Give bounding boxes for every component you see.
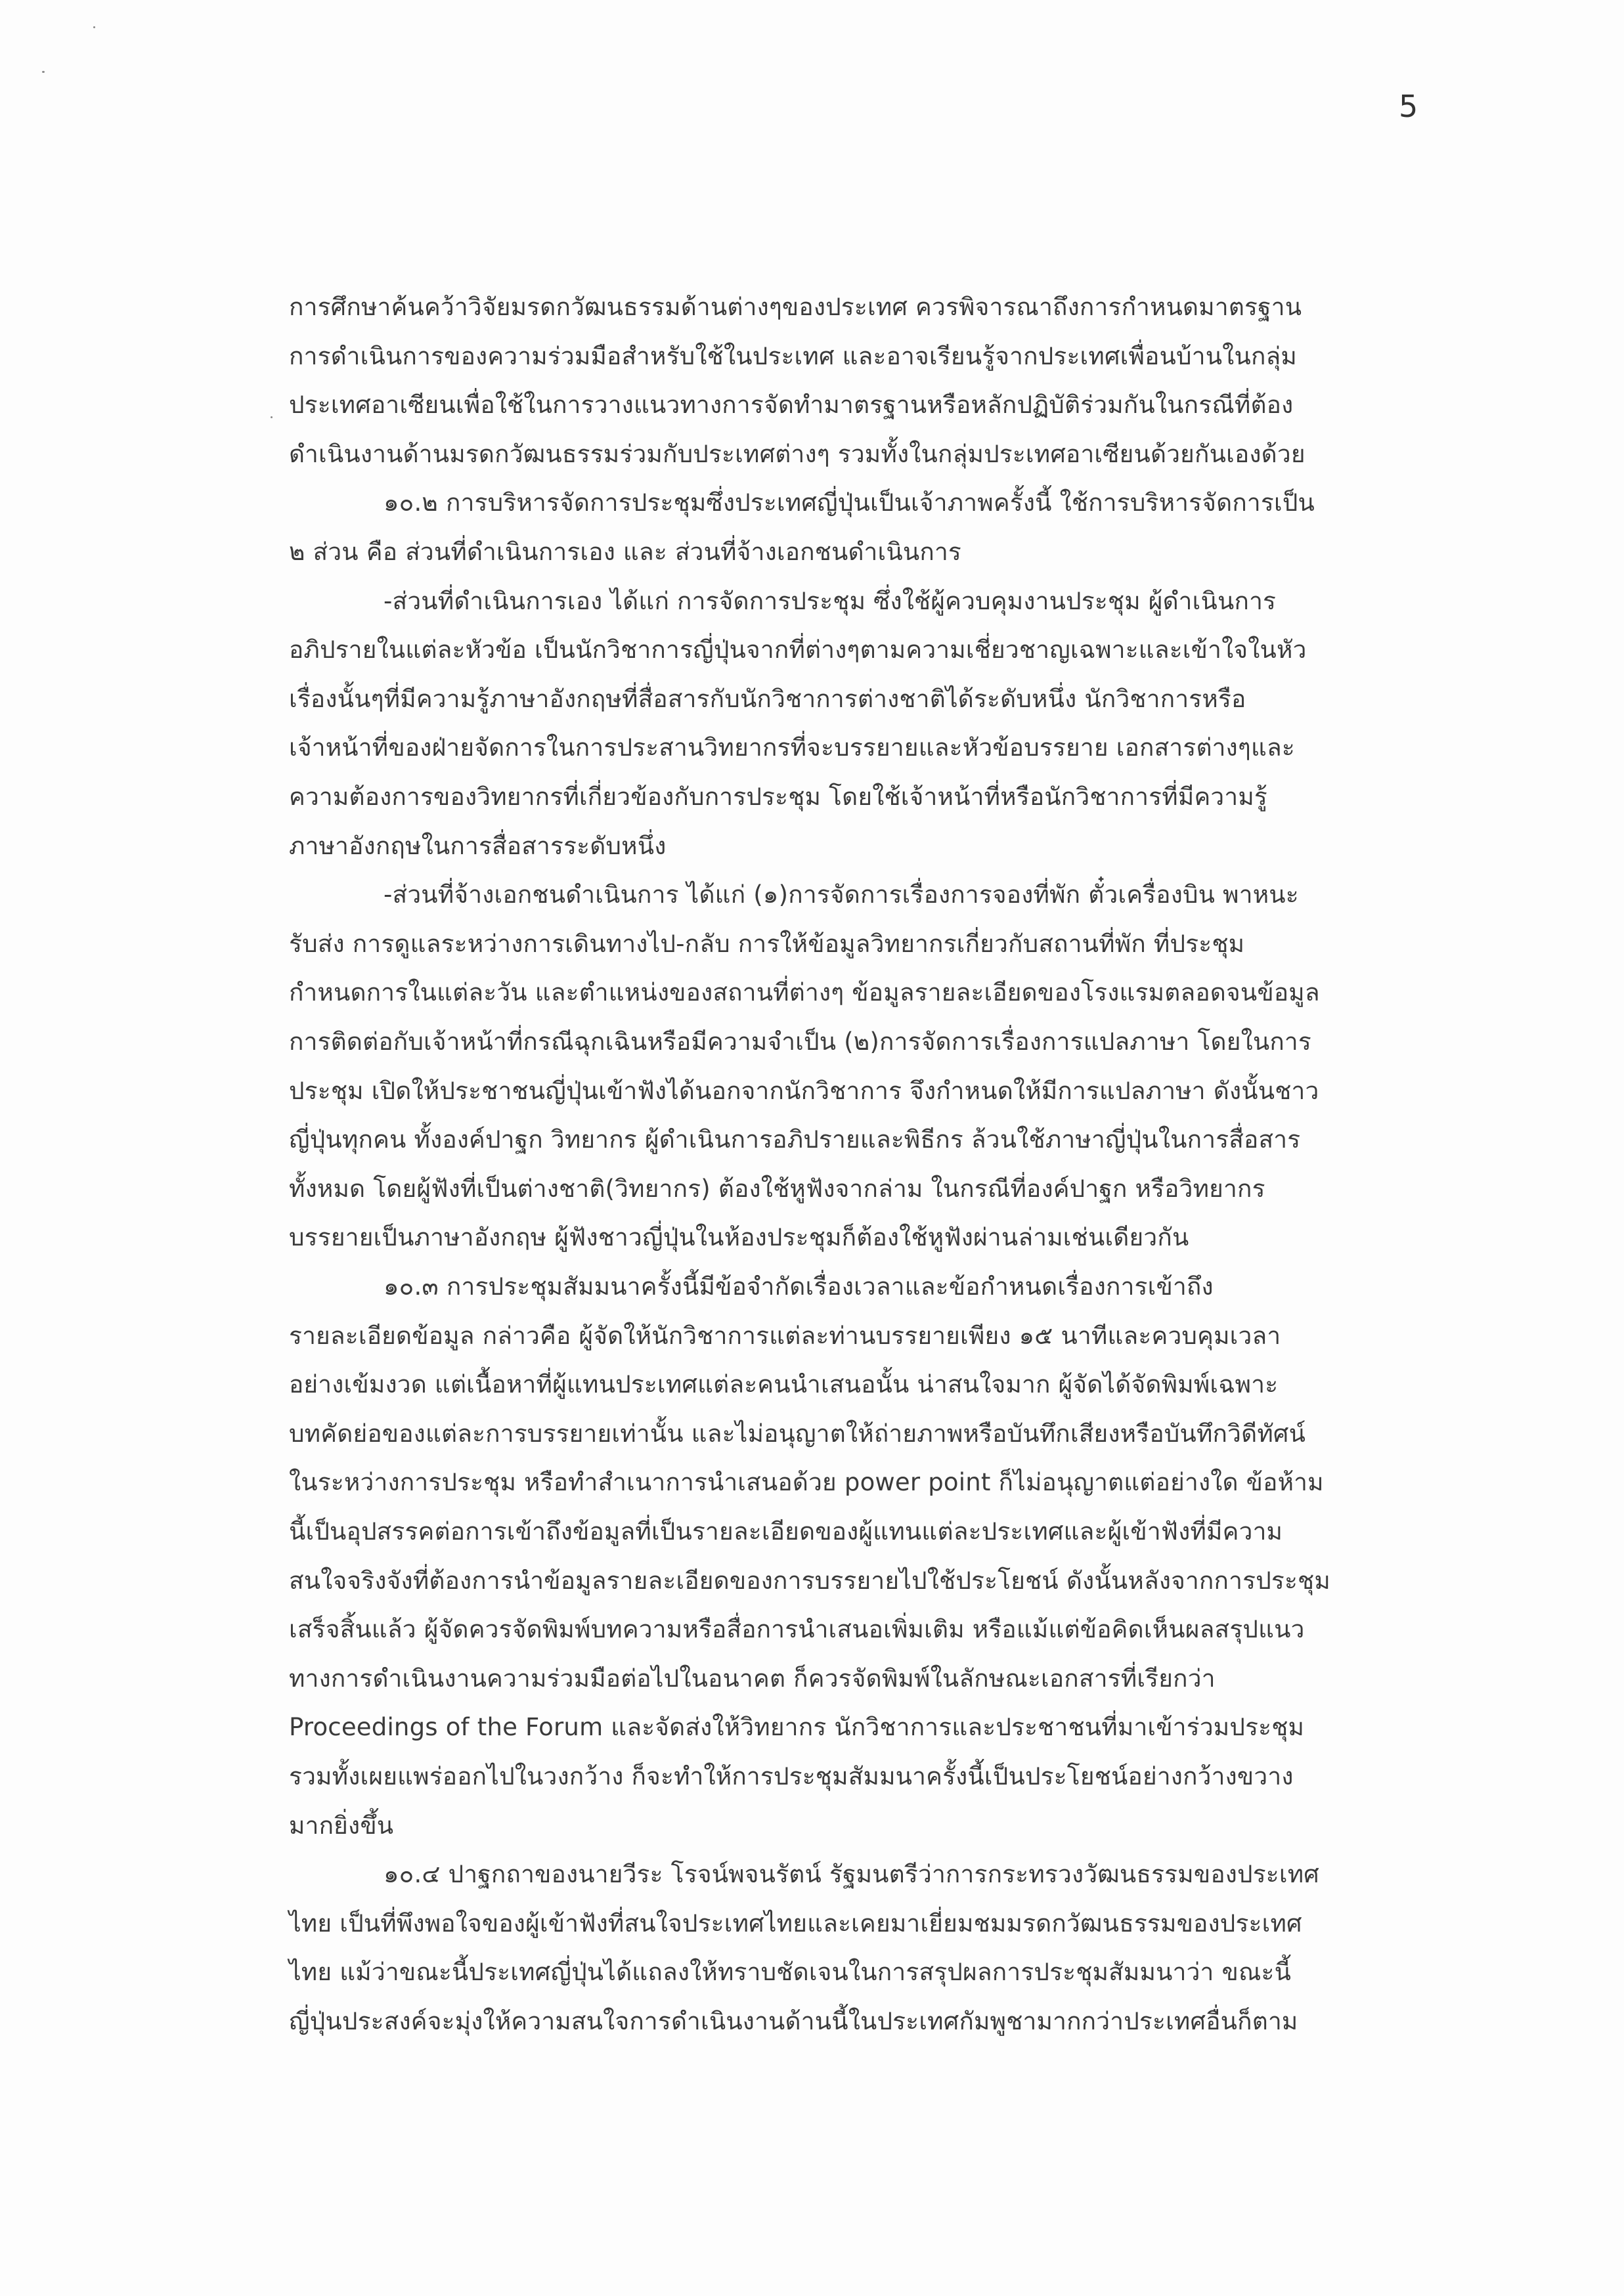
text-line: Proceedings of the Forum และจัดส่งให้วิทยากร นักวิชาการและประชาชนที่มาเข้าร่วมประชุม [289,1713,1305,1741]
text-line: เสร็จสิ้นแล้ว ผู้จัดควรจัดพิมพ์บทความหรือสื่อการนำเสนอเพิ่มเติม หรือแม้แต่ข้อคิดเห็นผลสรุปแนว [289,1615,1305,1643]
text-line: บทคัดย่อของแต่ละการบรรยายเท่านั้น และไม่อนุญาตให้ถ่ายภาพหรือบันทึกเสียงหรือบันทึกวิดีทัศน์ [289,1419,1306,1448]
text-line: ความต้องการของวิทยากรที่เกี่ยวข้องกับการประชุม โดยใช้เจ้าหน้าที่หรือนักวิชาการที่มีความรู้ [289,783,1268,811]
text-line: กำหนดการในแต่ละวัน และตำแหน่งของสถานที่ต่างๆ ข้อมูลรายละเอียดของโรงแรมตลอดจนข้อมูล [289,978,1320,1007]
text-line: เรื่องนั้นๆที่มีความรู้ภาษาอังกฤษที่สื่อสารกับนักวิชาการต่างชาติได้ระดับหนึ่ง นักวิชาการหรือ [289,685,1246,713]
text-line: มากยิ่งขึ้น [289,1811,394,1840]
page-number: 5 [1399,89,1418,124]
text-line: ประเทศอาเซียนเพื่อใช้ในการวางแนวทางการจัดทำมาตรฐานหรือหลักปฏิบัติร่วมกันในกรณีที่ต้อง [289,391,1294,419]
text-line: ๑๐.๔ ปาฐกถาของนายวีระ โรจน์พจนรัตน์ รัฐมนตรีว่าการกระทรวงวัฒนธรรมของประเทศ [384,1860,1319,1888]
text-line: ในระหว่างการประชุม หรือทำสำเนาการนำเสนอด้วย power point ก็ไม่อนุญาตแต่อย่างใด ข้อห้าม [289,1468,1324,1496]
text-line: ญี่ปุ่นทุกคน ทั้งองค์ปาฐก วิทยากร ผู้ดำเนินการอภิปรายและพิธีกร ล้วนใช้ภาษาญี่ปุ่นในการสื่อสาร [289,1125,1301,1154]
text-line: ภาษาอังกฤษในการสื่อสารระดับหนึ่ง [289,832,667,860]
text-line: รายละเอียดข้อมูล กล่าวคือ ผู้จัดให้นักวิชาการแต่ละท่านบรรยายเพียง ๑๕ นาทีและควบคุมเวลา [289,1322,1281,1350]
text-line: สนใจจริงจังที่ต้องการนำข้อมูลรายละเอียดของการบรรยายไปใช้ประโยชน์ ดังนั้นหลังจากการประชุม [289,1567,1330,1595]
text-line: -ส่วนที่จ้างเอกชนดำเนินการ ได้แก่ (๑)การจัดการเรื่องการจองที่พัก ตั๋วเครื่องบิน พาหนะ [384,880,1299,909]
text-line: ทางการดำเนินงานความร่วมมือต่อไปในอนาคต ก็ควรจัดพิมพ์ในลักษณะเอกสารที่เรียกว่า [289,1664,1216,1693]
text-line: การศึกษาค้นคว้าวิจัยมรดกวัฒนธรรมด้านต่างๆของประเทศ ควรพิจารณาถึงการกำหนดมาตรฐาน [289,293,1302,321]
text-line: ญี่ปุ่นประสงค์จะมุ่งให้ความสนใจการดำเนินงานด้านนี้ในประเทศกัมพูชามากกว่าประเทศอื่นก็ตาม [289,2007,1298,2035]
text-line: การติดต่อกับเจ้าหน้าที่กรณีฉุกเฉินหรือมีความจำเป็น (๒)การจัดการเรื่องการแปลภาษา โดยในการ [289,1028,1311,1056]
text-line: การดำเนินการของความร่วมมือสำหรับใช้ในประเทศ และอาจเรียนรู้จากประเทศเพื่อนบ้านในกลุ่ม [289,342,1298,370]
text-line: รับส่ง การดูแลระหว่างการเดินทางไป-กลับ การให้ข้อมูลวิทยากรเกี่ยวกับสถานที่พัก ที่ประชุม [289,930,1245,958]
text-line: นี้เป็นอุปสรรคต่อการเข้าถึงข้อมูลที่เป็นรายละเอียดของผู้แทนแต่ละประเทศและผู้เข้าฟังที่มีความ [289,1517,1283,1546]
text-line: ไทย แม้ว่าขณะนี้ประเทศญี่ปุ่นได้แถลงให้ทราบชัดเจนในการสรุปผลการประชุมสัมมนาว่า ขณะนี้ [289,1958,1292,1986]
text-line: ทั้งหมด โดยผู้ฟังที่เป็นต่างชาติ(วิทยากร) ต้องใช้หูฟังจากล่าม ในกรณีที่องค์ปาฐก หรือวิทยากร [289,1175,1265,1203]
text-line: ไทย เป็นที่พึงพอใจของผู้เข้าฟังที่สนใจประเทศไทยและเคยมาเยี่ยมชมมรดกวัฒนธรรมของประเทศ [289,1909,1302,1938]
text-line: ประชุม เปิดให้ประชาชนญี่ปุ่นเข้าฟังได้นอกจากนักวิชาการ จึงกำหนดให้มีการแปลภาษา ดังนั้นชาว [289,1077,1319,1105]
text-line: อย่างเข้มงวด แต่เนื้อหาที่ผู้แทนประเทศแต่ละคนนำเสนอนั้น น่าสนใจมาก ผู้จัดได้จัดพิมพ์เฉพาะ [289,1370,1279,1398]
text-line: อภิปรายในแต่ละหัวข้อ เป็นนักวิชาการญี่ปุ่นจากที่ต่างๆตามความเชี่ยวชาญเฉพาะและเข้าใจในหัว [289,636,1307,664]
text-line: ๒ ส่วน คือ ส่วนที่ดำเนินการเอง และ ส่วนที่จ้างเอกชนดำเนินการ [289,538,962,566]
text-line: รวมทั้งเผยแพร่ออกไปในวงกว้าง ก็จะทำให้การประชุมสัมมนาครั้งนี้เป็นประโยชน์อย่างกว้างขวาง [289,1762,1294,1790]
text-line: บรรยายเป็นภาษาอังกฤษ ผู้ฟังชาวญี่ปุ่นในห้องประชุมก็ต้องใช้หูฟังผ่านล่ามเช่นเดียวกัน [289,1223,1189,1251]
text-line: ๑๐.๓ การประชุมสัมมนาครั้งนี้มีข้อจำกัดเรื่องเวลาและข้อกำหนดเรื่องการเข้าถึง [384,1272,1214,1301]
text-line: ๑๐.๒ การบริหารจัดการประชุมซึ่งประเทศญี่ปุ่นเป็นเจ้าภาพครั้งนี้ ใช้การบริหารจัดการเป็น [384,488,1315,517]
text-line: -ส่วนที่ดำเนินการเอง ได้แก่ การจัดการประชุม ซึ่งใช้ผู้ควบคุมงานประชุม ผู้ดำเนินการ [384,587,1277,615]
text-line: เจ้าหน้าที่ของฝ่ายจัดการในการประสานวิทยากรที่จะบรรยายและหัวข้อบรรยาย เอกสารต่างๆและ [289,733,1295,762]
text-line: ดำเนินงานด้านมรดกวัฒนธรรมร่วมกับประเทศต่างๆ รวมทั้งในกลุ่มประเทศอาเซียนด้วยกันเองด้วย [289,440,1306,468]
